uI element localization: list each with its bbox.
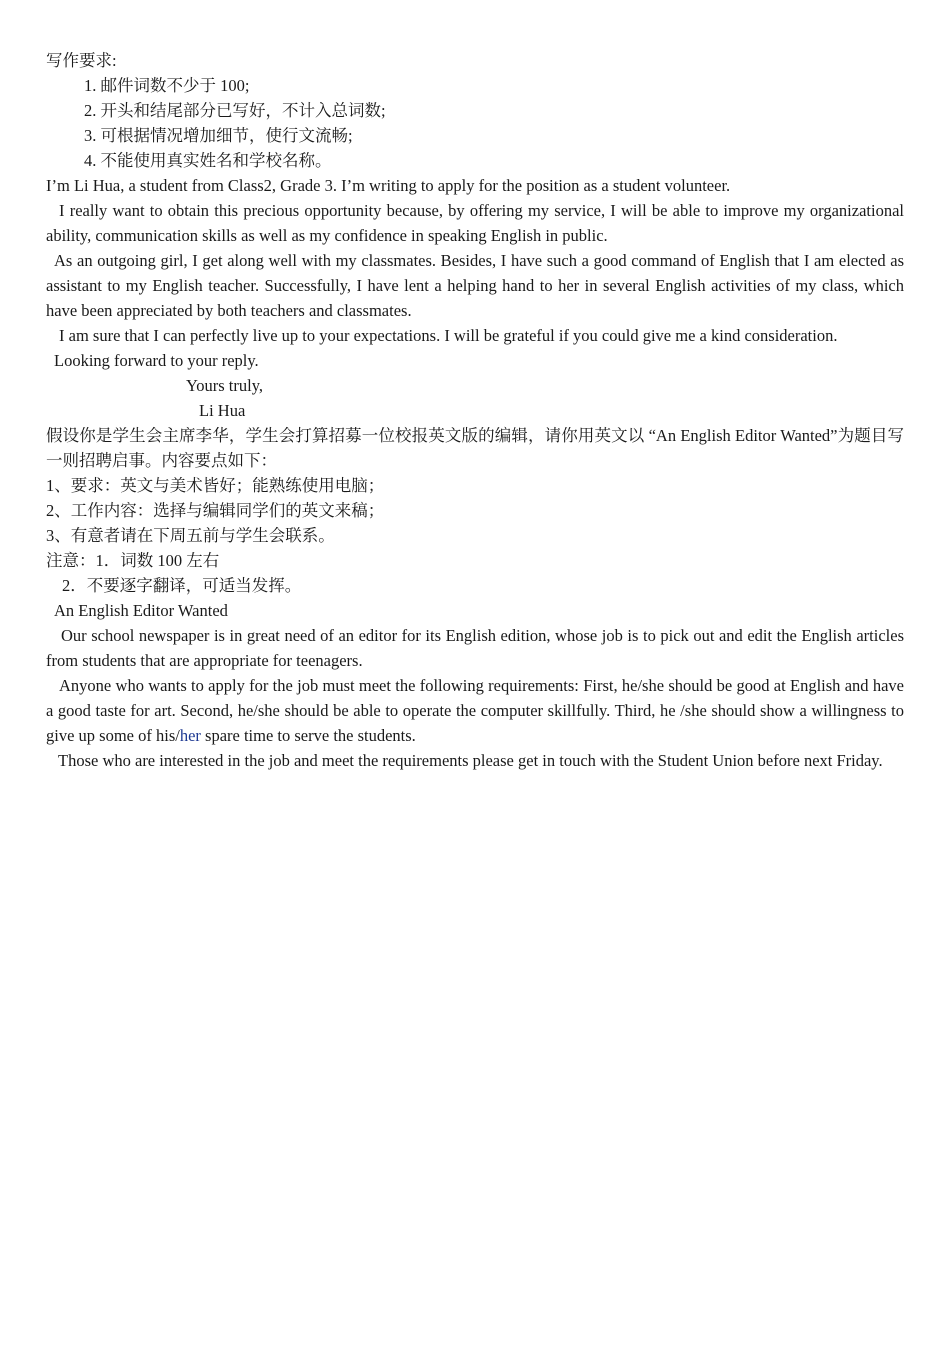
essay-text: spare time to serve the students. [200, 726, 416, 745]
letter-signature: Li Hua [199, 401, 246, 420]
document-page [46, 48, 904, 773]
content-point: 2、工作内容：选择与编辑同学们的英文来稿； [46, 501, 385, 520]
requirement-item: 3. 可根据情况增加细节，使行文流畅; [84, 126, 353, 145]
letter-sign-off: Yours truly, [186, 376, 264, 395]
content-point: 3、有意者请在下周五前与学生会联系。 [46, 526, 335, 545]
task-prompt: 假设你是学生会主席李华，学生会打算招募一位校报英文版的编辑，请你用英文以 “An English Editor Wanted”为题目写一则招聘启事。内容要点如下： [46, 426, 904, 470]
letter-paragraph: As an outgoing girl, I get along well with my classmates. Besides, I have such a good command of English that I am elected as assistant to my English teacher. Successfully, I have lent a helping hand to her in several English activities of my class, which have been appreciated by both teachers and classmates. [46, 251, 904, 320]
essay-text: Anyone who wants to apply for the job must meet the following requirements: First, he/she should be good at English and have a good taste for art. Second, he/she should be able to operate the computer skillfully. Third, he /she should show a willingness to give up some of his/ [46, 676, 904, 745]
requirement-item: 1. 邮件词数不少于 100; [84, 76, 250, 95]
note-line: 2．不要逐字翻译，可适当发挥。 [62, 576, 302, 595]
letter-closing: Looking forward to your reply. [54, 351, 259, 370]
letter-paragraph: I am sure that I can perfectly live up to your expectations. I will be grateful if you could give me a kind consideration. [59, 326, 838, 345]
writing-requirements-heading: 写作要求: [46, 51, 117, 70]
content-point: 1、要求：英文与美术皆好；能熟练使用电脑； [46, 476, 385, 495]
requirement-item: 4. 不能使用真实姓名和学校名称。 [84, 151, 332, 170]
letter-paragraph: I really want to obtain this precious opportunity because, by offering my service, I will be able to improve my organizational ability, communication skills as well as my confidence in speaking English in public. [46, 201, 904, 245]
note-line: 注意：1．词数 100 左右 [46, 551, 220, 570]
essay-paragraph: Those who are interested in the job and meet the requirements please get in touch with the Student Union before next Friday. [58, 751, 883, 770]
requirement-item: 2. 开头和结尾部分已写好，不计入总词数; [84, 101, 386, 120]
essay-paragraph [46, 673, 904, 748]
letter-intro: I’m Li Hua, a student from Class2, Grade 3. I’m writing to apply for the position as a student volunteer. [46, 176, 731, 195]
highlighted-word: her [179, 726, 201, 745]
essay-title: An English Editor Wanted [54, 601, 228, 620]
essay-paragraph: Our school newspaper is in great need of an editor for its English edition, whose job is to pick out and edit the English articles from students that are appropriate for teenagers. [46, 626, 904, 670]
